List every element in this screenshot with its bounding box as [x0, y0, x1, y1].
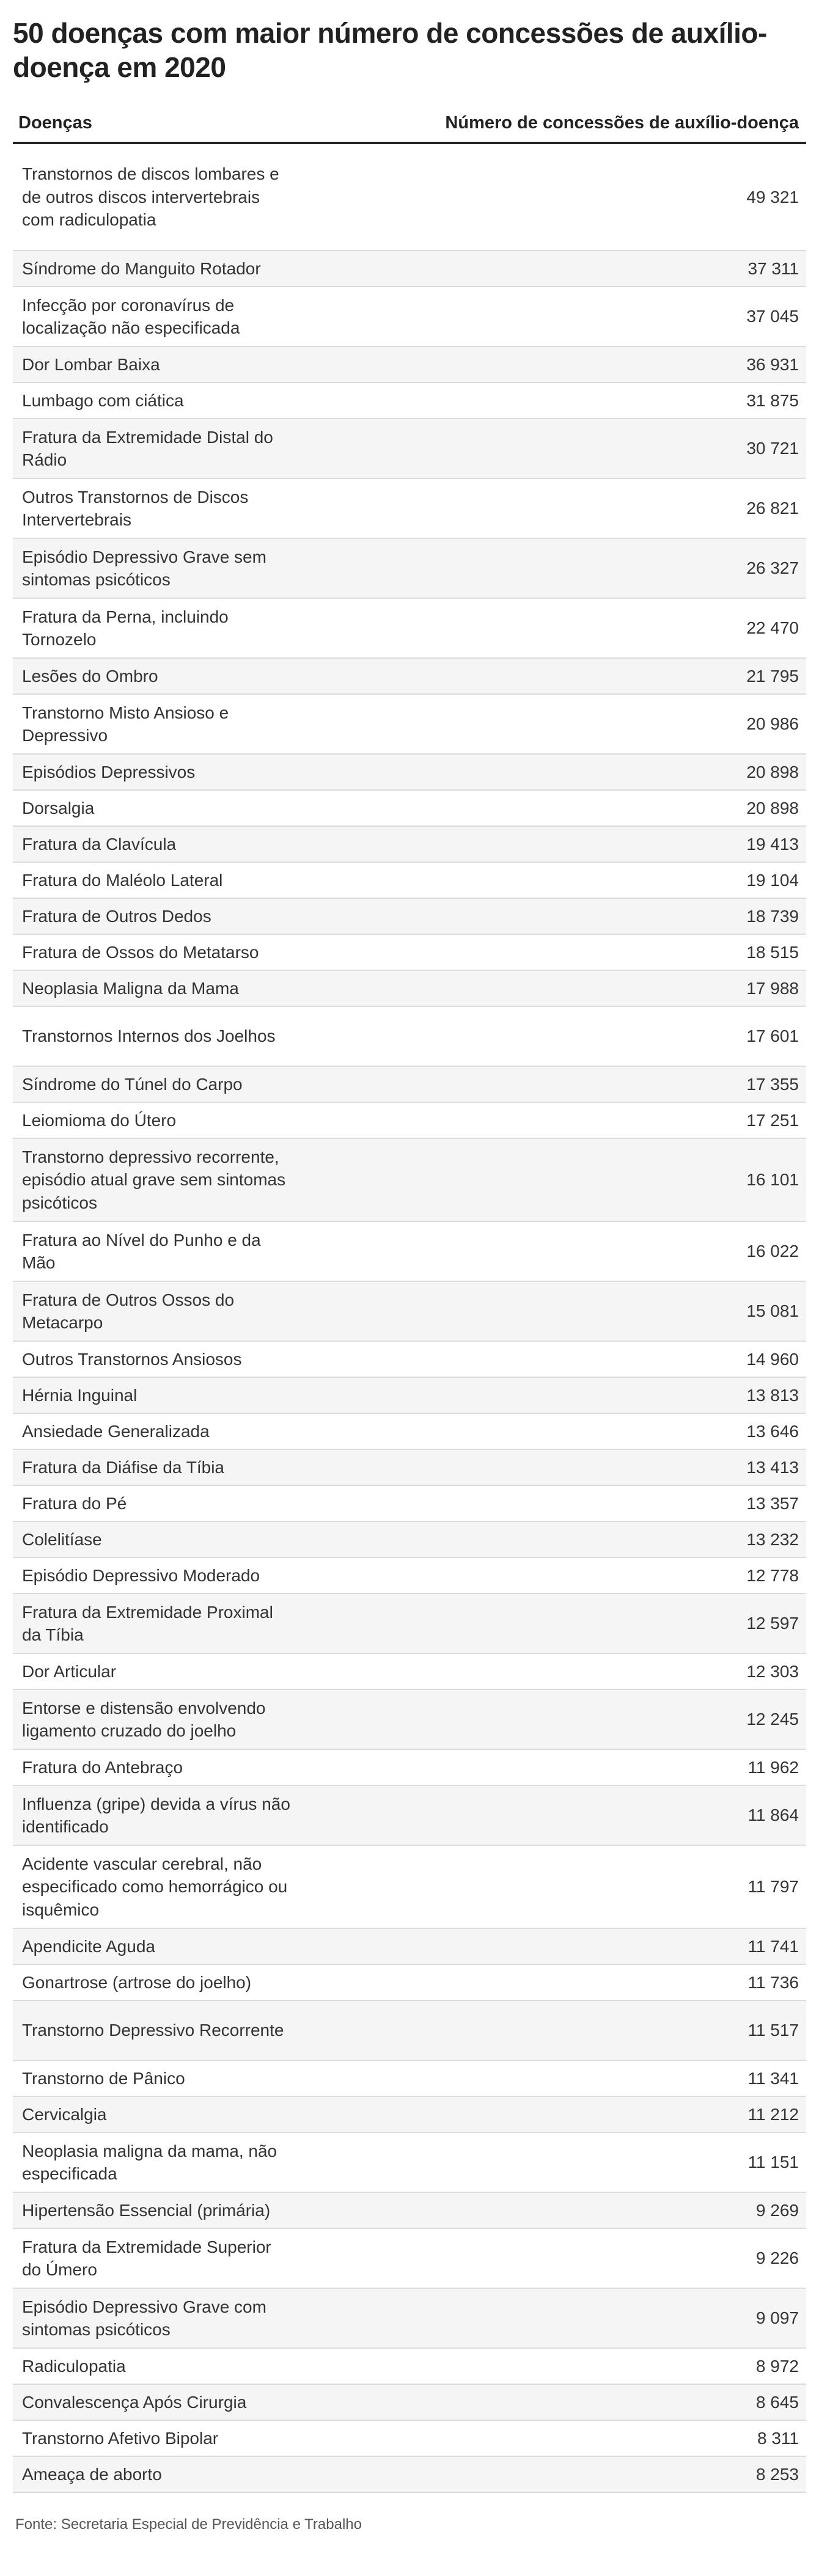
- concession-count: 17 251: [746, 1110, 799, 1130]
- disease-name: Cervicalgia: [22, 2104, 107, 2124]
- disease-name: Radiculopatia: [22, 2356, 126, 2376]
- disease-name: Fratura da Perna, incluindo Tornozelo: [22, 607, 229, 649]
- concession-count: 15 081: [746, 1301, 799, 1321]
- concession-count: 36 931: [746, 354, 799, 374]
- table-row: [13, 1522, 806, 1558]
- concession-count: 14 960: [746, 1349, 799, 1369]
- chart-title: 50 doenças com maior número de concessões de auxílio-doença em 2020: [13, 17, 767, 83]
- disease-name: Lumbago com ciática: [22, 390, 184, 410]
- concession-count: 26 327: [746, 558, 799, 578]
- table-row: [13, 695, 806, 755]
- table-row: [13, 479, 806, 539]
- disease-name: Dor Lombar Baixa: [22, 354, 160, 374]
- disease-name: Influenza (gripe) devida a vírus não identificado: [22, 1794, 290, 1836]
- concession-count: 13 413: [746, 1457, 799, 1477]
- disease-name: Fratura de Ossos do Metatarso: [22, 942, 259, 962]
- disease-name: Dorsalgia: [22, 798, 95, 818]
- disease-name: Episódio Depressivo Grave com sintomas psicóticos: [22, 2297, 266, 2339]
- disease-name: Fratura do Pé: [22, 1493, 127, 1513]
- table-row: [13, 1139, 806, 1222]
- table-row: [13, 347, 806, 383]
- disease-name: Convalescença Após Cirurgia: [22, 2392, 247, 2412]
- disease-name: Lesões do Ombro: [22, 666, 158, 686]
- table-row: [13, 2133, 806, 2193]
- disease-name: Leiomioma do Útero: [22, 1110, 177, 1130]
- column-header-diseases: Doenças: [18, 113, 92, 133]
- concession-count: 13 232: [746, 1529, 799, 1549]
- concession-count: 20 898: [746, 762, 799, 781]
- table-row: [13, 899, 806, 935]
- concession-count: 18 739: [746, 906, 799, 926]
- table-row: [13, 1654, 806, 1690]
- concession-count: 17 601: [746, 1026, 799, 1046]
- table-row: [13, 659, 806, 695]
- table-row: [13, 2001, 806, 2061]
- disease-name: Transtorno Misto Ansioso e Depressivo: [22, 703, 229, 745]
- concession-count: 22 470: [746, 618, 799, 638]
- table-row: [13, 2229, 806, 2289]
- disease-name: Ansiedade Generalizada: [22, 1421, 210, 1441]
- disease-name: Hérnia Inguinal: [22, 1385, 138, 1405]
- concession-count: 11 212: [747, 2104, 799, 2124]
- table-row: [13, 419, 806, 479]
- table-row: [13, 1450, 806, 1486]
- concession-count: 16 101: [746, 1170, 799, 1190]
- table-row: [13, 2289, 806, 2349]
- disease-name: Fratura de Outros Ossos do Metacarpo: [22, 1290, 235, 1332]
- table-row: [13, 2193, 806, 2229]
- concession-count: 8 645: [755, 2392, 799, 2412]
- column-header-count: Número de concessões de auxílio-doença: [445, 113, 799, 133]
- table-row: [13, 2457, 806, 2493]
- table-row: [13, 863, 806, 899]
- table-row: [13, 791, 806, 827]
- disease-name: Neoplasia Maligna da Mama: [22, 978, 239, 998]
- table-row: [13, 539, 806, 599]
- disease-name: Episódios Depressivos: [22, 762, 196, 781]
- disease-name: Transtorno de Pânico: [22, 2068, 185, 2088]
- table-row: [13, 1929, 806, 1965]
- disease-name: Apendicite Aguda: [22, 1936, 155, 1956]
- table-row: [13, 1342, 806, 1378]
- concession-count: 8 972: [755, 2356, 799, 2376]
- disease-name: Neoplasia maligna da mama, não especificada: [22, 2141, 277, 2183]
- disease-name: Síndrome do Túnel do Carpo: [22, 1074, 243, 1094]
- table-row: [13, 251, 806, 287]
- table-row: [13, 1007, 806, 1067]
- table-row: [13, 2385, 806, 2421]
- concession-count: 12 245: [746, 1710, 799, 1729]
- table-row: [13, 1558, 806, 1594]
- concession-count: 12 778: [746, 1565, 799, 1585]
- table-row: [13, 2061, 806, 2097]
- table-row: [13, 755, 806, 791]
- disease-name: Colelitíase: [22, 1529, 102, 1549]
- table-row: [13, 1282, 806, 1342]
- concession-count: 12 597: [746, 1614, 799, 1633]
- concession-count: 20 898: [746, 798, 799, 818]
- disease-name: Fratura de Outros Dedos: [22, 906, 211, 926]
- disease-name: Fratura do Maléolo Lateral: [22, 870, 223, 890]
- table-header: [13, 108, 806, 144]
- table-row: [13, 1067, 806, 1103]
- concession-count: 11 741: [747, 1936, 799, 1956]
- concession-count: 12 303: [746, 1661, 799, 1681]
- disease-name: Gonartrose (artrose do joelho): [22, 1972, 252, 1992]
- concession-count: 9 226: [755, 2249, 799, 2268]
- disease-name: Outros Transtornos Ansiosos: [22, 1349, 242, 1369]
- table-row: [13, 383, 806, 419]
- table-row: [13, 599, 806, 659]
- concession-count: 20 986: [746, 714, 799, 734]
- disease-name: Hipertensão Essencial (primária): [22, 2200, 271, 2220]
- concession-count: 8 253: [755, 2464, 799, 2484]
- concession-count: 17 988: [746, 978, 799, 998]
- concession-count: 31 875: [746, 390, 799, 410]
- concession-count: 26 821: [746, 499, 799, 518]
- disease-name: Fratura da Extremidade Proximal da Tíbia: [22, 1602, 273, 1644]
- table-row: [13, 1222, 806, 1282]
- disease-name: Transtorno depressivo recorrente, episódio atual grave sem sintomas psicóticos: [22, 1147, 286, 1212]
- table-body: [13, 144, 806, 2493]
- concession-count: 13 357: [746, 1493, 799, 1513]
- disease-name: Entorse e distensão envolvendo ligamento cruzado do joelho: [22, 1698, 266, 1740]
- table-row: [13, 935, 806, 971]
- disease-name: Síndrome do Manguito Rotador: [22, 258, 261, 278]
- concession-count: 19 413: [746, 834, 799, 854]
- table-row: [13, 1965, 806, 2001]
- table-row: [13, 1103, 806, 1139]
- disease-name: Infecção por coronavírus de localização não especificada: [22, 295, 240, 337]
- disease-name: Fratura da Extremidade Superior do Úmero: [22, 2237, 271, 2279]
- concession-count: 30 721: [746, 439, 799, 458]
- table-row: [13, 827, 806, 863]
- concession-count: 19 104: [746, 870, 799, 890]
- concession-count: 9 269: [755, 2200, 799, 2220]
- table-row: [13, 2097, 806, 2133]
- concession-count: 49 321: [746, 187, 799, 207]
- table-row: [13, 1486, 806, 1522]
- disease-name: Transtorno Afetivo Bipolar: [22, 2428, 219, 2448]
- table-row: [13, 2421, 806, 2457]
- concession-count: 21 795: [746, 666, 799, 686]
- table-row: [13, 287, 806, 347]
- disease-name: Fratura ao Nível do Punho e da Mão: [22, 1230, 261, 1272]
- concession-count: 11 151: [747, 2153, 799, 2172]
- table-row: [13, 1786, 806, 1846]
- disease-name: Fratura da Clavícula: [22, 834, 177, 854]
- table-row: [13, 2349, 806, 2385]
- disease-name: Fratura do Antebraço: [22, 1757, 183, 1777]
- disease-name: Outros Transtornos de Discos Intervertebrais: [22, 487, 249, 529]
- disease-name: Transtorno Depressivo Recorrente: [22, 2021, 284, 2040]
- disease-name: Fratura da Diáfise da Tíbia: [22, 1457, 224, 1477]
- concession-count: 18 515: [746, 942, 799, 962]
- disease-name: Dor Articular: [22, 1661, 117, 1681]
- concession-count: 11 864: [747, 1806, 799, 1825]
- table-row: [13, 971, 806, 1007]
- concession-count: 13 646: [746, 1421, 799, 1441]
- concession-count: 11 341: [747, 2068, 799, 2088]
- disease-name: Transtornos de discos lombares e de outros discos intervertebrais com radiculopatia: [22, 164, 279, 230]
- concession-count: 9 097: [755, 2308, 799, 2328]
- table-row: [13, 1750, 806, 1786]
- concession-count: 37 311: [747, 258, 799, 278]
- table-row: [13, 1594, 806, 1654]
- concession-count: 37 045: [746, 307, 799, 326]
- table-row: [13, 1414, 806, 1450]
- concession-count: 11 797: [747, 1877, 799, 1897]
- table-row: [13, 1846, 806, 1929]
- disease-name: Acidente vascular cerebral, não especificado como hemorrágico ou isquêmico: [22, 1854, 288, 1919]
- concession-count: 16 022: [746, 1242, 799, 1261]
- disease-name: Ameaça de aborto: [22, 2464, 162, 2484]
- concession-count: 17 355: [746, 1074, 799, 1094]
- table-row: [13, 144, 806, 251]
- disease-name: Fratura da Extremidade Distal do Rádio: [22, 427, 273, 469]
- table-row: [13, 1690, 806, 1750]
- concession-count: 11 736: [747, 1972, 799, 1992]
- concession-count: 11 517: [747, 2021, 799, 2040]
- concession-count: 13 813: [746, 1385, 799, 1405]
- disease-name: Transtornos Internos dos Joelhos: [22, 1026, 276, 1046]
- concession-count: 11 962: [747, 1757, 799, 1777]
- table-row: [13, 1378, 806, 1414]
- source-note: Fonte: Secretaria Especial de Previdência e Trabalho: [15, 2516, 362, 2533]
- disease-name: Episódio Depressivo Grave sem sintomas psicóticos: [22, 547, 266, 589]
- disease-name: Episódio Depressivo Moderado: [22, 1565, 260, 1585]
- concession-count: 8 311: [757, 2428, 799, 2448]
